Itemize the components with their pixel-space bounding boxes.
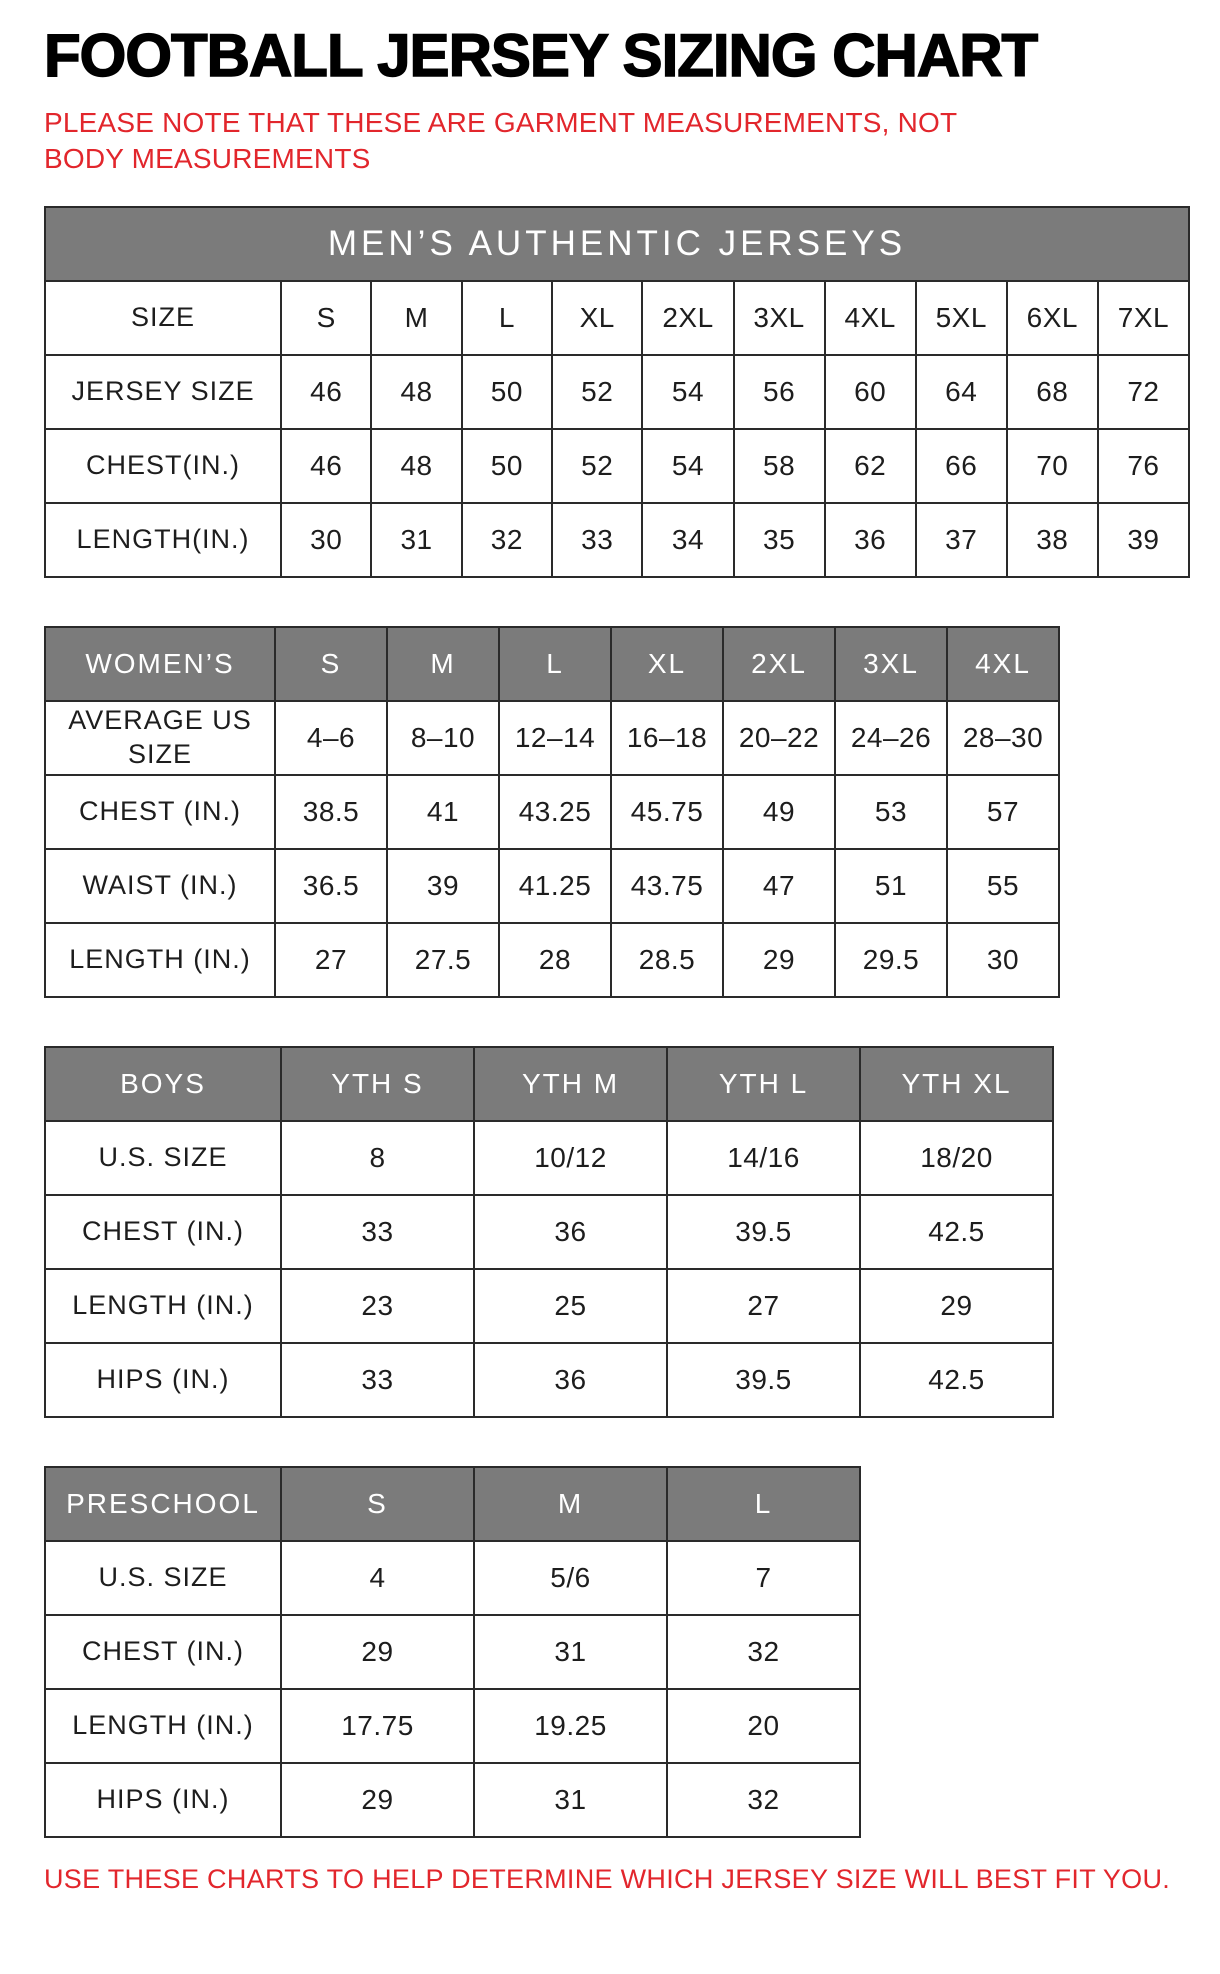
boys-sizing-table: [44, 1046, 1054, 1418]
table-row: [45, 1541, 860, 1615]
cell-value: L: [462, 281, 552, 355]
table-row: [45, 1121, 1053, 1195]
cell-value: 62: [825, 429, 916, 503]
cell-value: 38.5: [275, 775, 387, 849]
cell-value: 36: [474, 1343, 667, 1417]
row-label: HIPS (IN.): [45, 1343, 281, 1417]
cell-value: 36: [474, 1195, 667, 1269]
preschool-table-body: [45, 1467, 860, 1837]
cell-value: 76: [1098, 429, 1189, 503]
cell-value: 53: [835, 775, 947, 849]
cell-value: 68: [1007, 355, 1098, 429]
cell-value: 4–6: [275, 701, 387, 775]
table-row: [45, 355, 1189, 429]
cell-value: 54: [642, 429, 733, 503]
cell-value: 33: [281, 1343, 474, 1417]
cell-value: 5/6: [474, 1541, 667, 1615]
table-row: [45, 1195, 1053, 1269]
size-column-header: S: [275, 627, 387, 701]
cell-value: 18/20: [860, 1121, 1053, 1195]
cell-value: 12–14: [499, 701, 611, 775]
cell-value: 8: [281, 1121, 474, 1195]
table-row: [45, 1763, 860, 1837]
cell-value: 56: [734, 355, 825, 429]
cell-value: 66: [916, 429, 1007, 503]
row-label: CHEST (IN.): [45, 1195, 281, 1269]
cell-value: 20–22: [723, 701, 835, 775]
table-header-label: BOYS: [45, 1047, 281, 1121]
row-label: U.S. SIZE: [45, 1121, 281, 1195]
cell-value: 46: [281, 429, 371, 503]
row-label: CHEST (IN.): [45, 1615, 281, 1689]
table-row: [45, 429, 1189, 503]
size-column-header: M: [474, 1467, 667, 1541]
cell-value: 28: [499, 923, 611, 997]
table-row: [45, 503, 1189, 577]
cell-value: 8–10: [387, 701, 499, 775]
table-header-label: PRESCHOOL: [45, 1467, 281, 1541]
page-title: FOOTBALL JERSEY SIZING CHART: [44, 22, 1038, 89]
cell-value: 48: [371, 355, 461, 429]
womens-sizing-table: [44, 626, 1060, 998]
row-label: AVERAGE US SIZE: [45, 701, 275, 775]
cell-value: 57: [947, 775, 1059, 849]
cell-value: 33: [552, 503, 642, 577]
row-label: HIPS (IN.): [45, 1763, 281, 1837]
cell-value: 20: [667, 1689, 860, 1763]
cell-value: 49: [723, 775, 835, 849]
table-row: [45, 923, 1059, 997]
cell-value: 64: [916, 355, 1007, 429]
cell-value: 2XL: [642, 281, 733, 355]
size-column-header: YTH XL: [860, 1047, 1053, 1121]
table-header-label: WOMEN’S: [45, 627, 275, 701]
row-label: LENGTH (IN.): [45, 923, 275, 997]
cell-value: 29: [723, 923, 835, 997]
cell-value: 10/12: [474, 1121, 667, 1195]
table-header-row: [45, 627, 1059, 701]
cell-value: 29: [281, 1615, 474, 1689]
size-column-header: L: [667, 1467, 860, 1541]
size-column-header: S: [281, 1467, 474, 1541]
row-label: JERSEY SIZE: [45, 355, 281, 429]
cell-value: 39.5: [667, 1195, 860, 1269]
size-column-header: YTH S: [281, 1047, 474, 1121]
cell-value: 32: [667, 1763, 860, 1837]
size-column-header: YTH M: [474, 1047, 667, 1121]
cell-value: 46: [281, 355, 371, 429]
cell-value: 43.75: [611, 849, 723, 923]
cell-value: 52: [552, 429, 642, 503]
table-row: [45, 701, 1059, 775]
cell-value: 6XL: [1007, 281, 1098, 355]
cell-value: 5XL: [916, 281, 1007, 355]
table-row: [45, 1343, 1053, 1417]
cell-value: 39: [387, 849, 499, 923]
cell-value: 19.25: [474, 1689, 667, 1763]
cell-value: 24–26: [835, 701, 947, 775]
cell-value: 47: [723, 849, 835, 923]
cell-value: 41: [387, 775, 499, 849]
cell-value: 25: [474, 1269, 667, 1343]
cell-value: 60: [825, 355, 916, 429]
footer-note: USE THESE CHARTS TO HELP DETERMINE WHICH JERSEY SIZE WILL BEST FIT YOU.: [44, 1863, 1171, 1894]
measurement-note: PLEASE NOTE THAT THESE ARE GARMENT MEASUREMENTS, NOT BODY MEASUREMENTS: [44, 106, 957, 175]
mens-banner-row: [45, 207, 1189, 281]
cell-value: 50: [462, 429, 552, 503]
cell-value: 35: [734, 503, 825, 577]
cell-value: 7XL: [1098, 281, 1189, 355]
cell-value: 30: [947, 923, 1059, 997]
cell-value: 29: [281, 1763, 474, 1837]
mens-authentic-jerseys-table: [44, 206, 1190, 578]
cell-value: 58: [734, 429, 825, 503]
cell-value: 41.25: [499, 849, 611, 923]
cell-value: 36.5: [275, 849, 387, 923]
cell-value: 31: [474, 1615, 667, 1689]
cell-value: 27.5: [387, 923, 499, 997]
cell-value: 27: [667, 1269, 860, 1343]
boys-table-body: [45, 1047, 1053, 1417]
table-row: [45, 849, 1059, 923]
size-column-header: YTH L: [667, 1047, 860, 1121]
row-label: WAIST (IN.): [45, 849, 275, 923]
cell-value: 4: [281, 1541, 474, 1615]
row-label: CHEST (IN.): [45, 775, 275, 849]
cell-value: 29: [860, 1269, 1053, 1343]
table-row: [45, 281, 1189, 355]
cell-value: 28.5: [611, 923, 723, 997]
table-row: [45, 1689, 860, 1763]
cell-value: 36: [825, 503, 916, 577]
size-column-header: L: [499, 627, 611, 701]
table-row: [45, 1615, 860, 1689]
row-label: U.S. SIZE: [45, 1541, 281, 1615]
row-label: LENGTH(IN.): [45, 503, 281, 577]
cell-value: 3XL: [734, 281, 825, 355]
cell-value: 33: [281, 1195, 474, 1269]
cell-value: 43.25: [499, 775, 611, 849]
cell-value: 45.75: [611, 775, 723, 849]
cell-value: 4XL: [825, 281, 916, 355]
cell-value: 31: [474, 1763, 667, 1837]
row-label: LENGTH (IN.): [45, 1269, 281, 1343]
size-column-header: M: [387, 627, 499, 701]
cell-value: 52: [552, 355, 642, 429]
cell-value: 72: [1098, 355, 1189, 429]
cell-value: 38: [1007, 503, 1098, 577]
row-label: SIZE: [45, 281, 281, 355]
cell-value: 31: [371, 503, 461, 577]
cell-value: 32: [667, 1615, 860, 1689]
cell-value: 32: [462, 503, 552, 577]
cell-value: 55: [947, 849, 1059, 923]
cell-value: 16–18: [611, 701, 723, 775]
cell-value: 14/16: [667, 1121, 860, 1195]
cell-value: 50: [462, 355, 552, 429]
cell-value: 39: [1098, 503, 1189, 577]
cell-value: 30: [281, 503, 371, 577]
cell-value: 27: [275, 923, 387, 997]
womens-table-body: [45, 627, 1059, 997]
cell-value: 54: [642, 355, 733, 429]
mens-table-banner: MEN’S AUTHENTIC JERSEYS: [45, 207, 1189, 281]
cell-value: 29.5: [835, 923, 947, 997]
mens-table-body: [45, 281, 1189, 577]
size-column-header: 2XL: [723, 627, 835, 701]
size-column-header: XL: [611, 627, 723, 701]
cell-value: M: [371, 281, 461, 355]
cell-value: S: [281, 281, 371, 355]
cell-value: 34: [642, 503, 733, 577]
cell-value: 28–30: [947, 701, 1059, 775]
size-column-header: 3XL: [835, 627, 947, 701]
table-row: [45, 1269, 1053, 1343]
cell-value: 70: [1007, 429, 1098, 503]
cell-value: 39.5: [667, 1343, 860, 1417]
size-column-header: 4XL: [947, 627, 1059, 701]
table-row: [45, 775, 1059, 849]
cell-value: 42.5: [860, 1343, 1053, 1417]
row-label: CHEST(IN.): [45, 429, 281, 503]
cell-value: 42.5: [860, 1195, 1053, 1269]
table-header-row: [45, 1467, 860, 1541]
cell-value: 37: [916, 503, 1007, 577]
cell-value: 51: [835, 849, 947, 923]
cell-value: 17.75: [281, 1689, 474, 1763]
cell-value: 23: [281, 1269, 474, 1343]
cell-value: XL: [552, 281, 642, 355]
preschool-sizing-table: [44, 1466, 861, 1838]
row-label: LENGTH (IN.): [45, 1689, 281, 1763]
table-header-row: [45, 1047, 1053, 1121]
cell-value: 7: [667, 1541, 860, 1615]
cell-value: 48: [371, 429, 461, 503]
